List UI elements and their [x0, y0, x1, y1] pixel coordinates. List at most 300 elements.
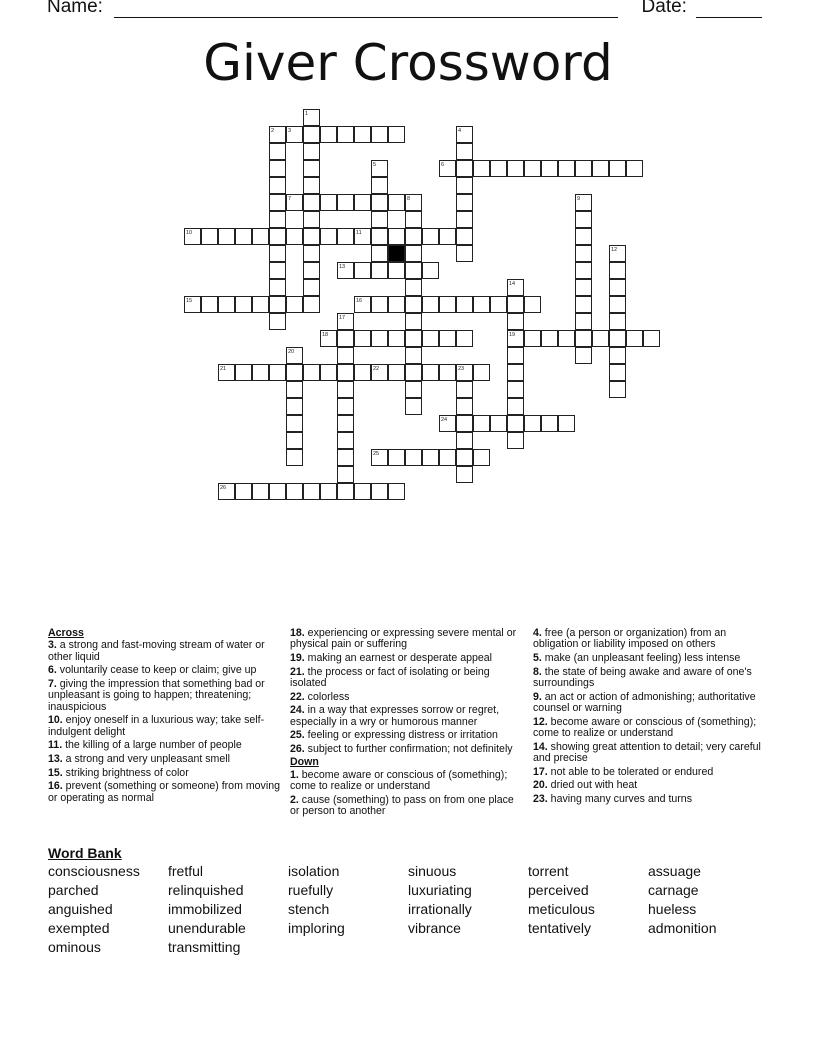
grid-cell[interactable] — [286, 415, 303, 432]
grid-cell[interactable] — [269, 483, 286, 500]
grid-cell[interactable] — [252, 364, 269, 381]
grid-cell[interactable] — [524, 330, 541, 347]
clue-text: cause (something) to pass on from one place or person to another — [290, 793, 514, 818]
grid-cell[interactable] — [439, 330, 456, 347]
clue-label: 9. — [533, 690, 545, 703]
clue-text: not able to be tolerated or endured — [550, 765, 714, 778]
grid-cell[interactable] — [337, 364, 354, 381]
grid-cell[interactable] — [320, 228, 337, 245]
grid-cell[interactable] — [541, 330, 558, 347]
grid-cell[interactable] — [575, 228, 592, 245]
grid-cell[interactable] — [388, 262, 405, 279]
across-clue — [290, 705, 522, 728]
grid-cell[interactable] — [303, 296, 320, 313]
grid-cell[interactable] — [252, 296, 269, 313]
grid-cell[interactable] — [507, 330, 524, 347]
grid-cell[interactable] — [320, 330, 337, 347]
grid-cell[interactable] — [337, 194, 354, 211]
grid-cell[interactable] — [592, 160, 609, 177]
grid-cell[interactable] — [303, 262, 320, 279]
grid-cell[interactable] — [575, 296, 592, 313]
grid-cell[interactable] — [405, 364, 422, 381]
grid-cell[interactable] — [456, 432, 473, 449]
grid-cell[interactable] — [303, 211, 320, 228]
grid-cell[interactable] — [320, 483, 337, 500]
grid-cell[interactable] — [371, 364, 388, 381]
clue-text: dried out with heat — [550, 779, 638, 792]
grid-cell[interactable] — [439, 296, 456, 313]
grid-cell[interactable] — [337, 381, 354, 398]
grid-cell[interactable] — [558, 330, 575, 347]
clue-label: 5. — [533, 652, 545, 664]
grid-cell[interactable] — [524, 160, 541, 177]
down-clue — [533, 742, 765, 765]
grid-cell[interactable] — [405, 211, 422, 228]
grid-cell[interactable] — [507, 313, 524, 330]
grid-cell[interactable] — [269, 296, 286, 313]
grid-cell[interactable] — [337, 449, 354, 466]
grid-cell[interactable] — [286, 126, 303, 143]
grid-cell[interactable] — [558, 160, 575, 177]
grid-cell[interactable] — [337, 126, 354, 143]
grid-cell[interactable] — [303, 177, 320, 194]
grid-cell[interactable] — [609, 160, 626, 177]
clue-number: 2 — [271, 128, 275, 134]
grid-cell[interactable] — [422, 449, 439, 466]
clue-label: 12. — [533, 715, 551, 728]
grid-cell[interactable] — [422, 296, 439, 313]
grid-cell[interactable] — [405, 279, 422, 296]
grid-cell[interactable] — [269, 364, 286, 381]
grid-cell[interactable] — [371, 262, 388, 279]
clue-text: feeling or expressing distress or irritation — [307, 729, 498, 742]
grid-cell[interactable] — [405, 381, 422, 398]
grid-cell[interactable] — [490, 160, 507, 177]
clue-text: in a way that expresses sorrow or regret, especially in a wry or humorous manner — [290, 704, 500, 728]
clue-label: 7. — [48, 678, 60, 690]
grid-cell[interactable] — [218, 364, 235, 381]
word-bank-item: exempted — [48, 920, 110, 936]
grid-cell[interactable] — [405, 296, 422, 313]
grid-cell[interactable] — [354, 194, 371, 211]
grid-cell[interactable] — [269, 313, 286, 330]
grid-cell[interactable] — [286, 228, 303, 245]
down-clue — [533, 628, 765, 651]
grid-cell[interactable] — [507, 347, 524, 364]
grid-cell[interactable] — [388, 296, 405, 313]
grid-cell[interactable] — [371, 330, 388, 347]
across-heading: Across — [48, 627, 84, 639]
grid-cell[interactable] — [337, 347, 354, 364]
grid-cell[interactable] — [575, 194, 592, 211]
grid-cell[interactable] — [405, 330, 422, 347]
word-bank-item: assuage — [648, 863, 701, 879]
across-clue — [48, 754, 280, 765]
clue-number: 19 — [509, 332, 516, 338]
across-clue — [290, 628, 522, 651]
grid-cell[interactable] — [337, 228, 354, 245]
grid-cell[interactable] — [354, 296, 371, 313]
down-clue — [533, 653, 765, 664]
grid-cell[interactable] — [405, 398, 422, 415]
down-clue — [290, 795, 522, 818]
clue-number: 26 — [220, 485, 227, 491]
word-bank-item: anguished — [48, 901, 113, 917]
grid-cell[interactable] — [235, 483, 252, 500]
clue-number: 1 — [305, 111, 309, 117]
grid-cell[interactable] — [354, 126, 371, 143]
grid-cell[interactable] — [541, 415, 558, 432]
clue-text: become aware or conscious of (something); come to realize or understand — [533, 715, 757, 739]
clue-label: 3. — [48, 639, 60, 652]
grid-cell[interactable] — [388, 449, 405, 466]
grid-cell[interactable] — [609, 330, 626, 347]
grid-cell[interactable] — [524, 415, 541, 432]
grid-cell[interactable] — [286, 296, 303, 313]
grid-cell[interactable] — [184, 228, 201, 245]
clue-text: free (a person or organization) from an obligation or liability imposed on others — [533, 627, 727, 651]
grid-cell[interactable] — [286, 398, 303, 415]
across-clue — [48, 715, 280, 738]
grid-cell[interactable] — [456, 177, 473, 194]
down-clue — [533, 692, 765, 715]
grid-cell[interactable] — [388, 364, 405, 381]
grid-cell[interactable] — [473, 160, 490, 177]
grid-cell[interactable] — [235, 228, 252, 245]
clue-number: 10 — [186, 230, 193, 236]
grid-cell[interactable] — [218, 296, 235, 313]
word-bank-item: vibrance — [408, 920, 461, 936]
grid-cell[interactable] — [269, 177, 286, 194]
grid-cell[interactable] — [337, 415, 354, 432]
grid-cell[interactable] — [371, 483, 388, 500]
grid-cell[interactable] — [218, 483, 235, 500]
down-clue — [290, 770, 522, 793]
grid-cell[interactable] — [490, 415, 507, 432]
grid-cell[interactable] — [269, 245, 286, 262]
across-clue — [290, 667, 522, 690]
grid-cell[interactable] — [286, 364, 303, 381]
clue-text: prevent (something or someone) from moving or operating as normal — [48, 780, 280, 804]
clue-number: 16 — [356, 298, 363, 304]
word-bank-item: irrationally — [408, 901, 472, 917]
grid-cell[interactable] — [456, 415, 473, 432]
grid-cell[interactable] — [235, 296, 252, 313]
word-bank-item: admonition — [648, 920, 717, 936]
grid-cell[interactable] — [286, 347, 303, 364]
grid-cell[interactable] — [507, 432, 524, 449]
grid-cell[interactable] — [456, 194, 473, 211]
grid-cell[interactable] — [388, 194, 405, 211]
grid-cell[interactable] — [371, 211, 388, 228]
grid-cell[interactable] — [269, 143, 286, 160]
clue-number: 14 — [509, 281, 516, 287]
grid-cell[interactable] — [337, 466, 354, 483]
grid-cell[interactable] — [507, 279, 524, 296]
grid-cell[interactable] — [507, 381, 524, 398]
word-bank-item: stench — [288, 901, 330, 917]
grid-cell[interactable] — [303, 143, 320, 160]
grid-cell[interactable] — [303, 160, 320, 177]
grid-cell[interactable] — [609, 296, 626, 313]
grid-cell[interactable] — [456, 296, 473, 313]
grid-cell[interactable] — [184, 296, 201, 313]
grid-cell[interactable] — [371, 449, 388, 466]
clue-number: 7 — [288, 196, 292, 202]
name-label: Name: — [47, 0, 103, 17]
grid-cell[interactable] — [269, 126, 286, 143]
clue-number: 21 — [220, 366, 227, 372]
grid-cell[interactable] — [354, 483, 371, 500]
clue-number: 23 — [458, 366, 465, 372]
clue-text: a strong and fast-moving stream of water or other liquid — [48, 639, 265, 663]
grid-cell[interactable] — [269, 279, 286, 296]
clue-label: 25. — [290, 729, 308, 742]
grid-cell[interactable] — [269, 211, 286, 228]
grid-cell[interactable] — [354, 330, 371, 347]
clue-label: 24. — [290, 704, 308, 717]
grid-cell[interactable] — [269, 262, 286, 279]
clues-column-3 — [533, 628, 765, 807]
clue-number: 12 — [611, 247, 618, 253]
grid-cell[interactable] — [422, 262, 439, 279]
grid-cell[interactable] — [405, 228, 422, 245]
grid-cell[interactable] — [388, 330, 405, 347]
grid-cell[interactable] — [575, 262, 592, 279]
clue-number: 24 — [441, 417, 448, 423]
word-bank-item: ominous — [48, 939, 101, 955]
grid-cell[interactable] — [405, 262, 422, 279]
grid-cell[interactable] — [439, 449, 456, 466]
grid-cell[interactable] — [337, 313, 354, 330]
word-bank-item: luxuriating — [408, 882, 472, 898]
grid-cell[interactable] — [456, 126, 473, 143]
grid-cell[interactable] — [609, 245, 626, 262]
grid-cell[interactable] — [354, 262, 371, 279]
across-clue-list-continued — [290, 628, 522, 755]
grid-cell[interactable] — [252, 483, 269, 500]
grid-cell[interactable] — [473, 296, 490, 313]
grid-cell[interactable] — [371, 194, 388, 211]
grid-cell[interactable] — [609, 364, 626, 381]
grid-cell[interactable] — [286, 449, 303, 466]
clue-text: showing great attention to detail; very careful and precise — [533, 740, 761, 764]
grid-cell[interactable] — [405, 194, 422, 211]
grid-cell[interactable] — [252, 228, 269, 245]
grid-cell[interactable] — [303, 126, 320, 143]
clue-label: 6. — [48, 664, 60, 677]
grid-cell[interactable] — [422, 228, 439, 245]
across-clue — [48, 679, 280, 713]
grid-cell[interactable] — [575, 279, 592, 296]
down-heading: Down — [290, 756, 319, 769]
clues-column-1 — [48, 628, 280, 806]
grid-cell[interactable] — [609, 347, 626, 364]
grid-cell[interactable] — [456, 330, 473, 347]
grid-cell[interactable] — [320, 126, 337, 143]
grid-cell[interactable] — [609, 262, 626, 279]
across-clue — [290, 744, 522, 755]
grid-cell[interactable] — [507, 364, 524, 381]
clue-label: 11. — [48, 739, 66, 752]
grid-cell[interactable] — [473, 415, 490, 432]
grid-cell[interactable] — [371, 245, 388, 262]
grid-cell[interactable] — [320, 364, 337, 381]
grid-cell[interactable] — [456, 466, 473, 483]
word-bank-item: hueless — [648, 901, 697, 917]
word-bank-item: torrent — [528, 863, 569, 879]
grid-cell[interactable] — [405, 313, 422, 330]
grid-cell[interactable] — [354, 364, 371, 381]
grid-cell[interactable] — [320, 194, 337, 211]
grid-cell[interactable] — [609, 381, 626, 398]
grid-cell[interactable] — [303, 194, 320, 211]
grid-cell[interactable] — [405, 347, 422, 364]
down-clue — [533, 667, 765, 690]
across-clue — [48, 781, 280, 804]
grid-cell[interactable] — [507, 415, 524, 432]
grid-cell[interactable] — [405, 245, 422, 262]
grid-cell[interactable] — [337, 483, 354, 500]
clue-number: 8 — [407, 196, 411, 202]
grid-cell[interactable] — [575, 160, 592, 177]
grid-cell[interactable] — [609, 313, 626, 330]
grid-cell[interactable] — [303, 483, 320, 500]
grid-cell[interactable] — [524, 296, 541, 313]
clue-label: 15. — [48, 766, 66, 779]
grid-cell[interactable] — [575, 245, 592, 262]
grid-cell[interactable] — [456, 211, 473, 228]
grid-cell[interactable] — [456, 364, 473, 381]
grid-cell[interactable] — [439, 160, 456, 177]
clue-label: 1. — [290, 768, 302, 781]
grid-cell[interactable] — [541, 160, 558, 177]
grid-cell[interactable] — [507, 296, 524, 313]
clue-number: 18 — [322, 332, 329, 338]
grid-cell[interactable] — [201, 296, 218, 313]
grid-cell[interactable] — [609, 279, 626, 296]
grid-cell[interactable] — [388, 228, 405, 245]
word-bank-title: Word Bank — [48, 845, 122, 861]
across-clue — [48, 640, 280, 663]
down-clue-list — [290, 770, 522, 818]
grid-cell[interactable] — [473, 364, 490, 381]
down-clue — [533, 794, 765, 805]
grid-cell[interactable] — [388, 126, 405, 143]
clue-number: 5 — [373, 162, 377, 168]
grid-cell[interactable] — [286, 194, 303, 211]
grid-cell[interactable] — [456, 245, 473, 262]
clue-label: 18. — [290, 627, 308, 639]
grid-cell[interactable] — [371, 228, 388, 245]
grid-cell[interactable] — [575, 211, 592, 228]
down-clue — [533, 767, 765, 778]
word-bank-item: immobilized — [168, 901, 242, 917]
grid-cell[interactable] — [337, 330, 354, 347]
grid-cell[interactable] — [507, 160, 524, 177]
grid-cell[interactable] — [626, 330, 643, 347]
grid-cell[interactable] — [337, 398, 354, 415]
grid-cell[interactable] — [303, 279, 320, 296]
grid-cell[interactable] — [575, 347, 592, 364]
grid-cell[interactable] — [303, 364, 320, 381]
grid-cell[interactable] — [337, 432, 354, 449]
grid-cell[interactable] — [575, 313, 592, 330]
grid-cell[interactable] — [643, 330, 660, 347]
down-clue-list-continued — [533, 628, 765, 805]
grid-cell[interactable] — [269, 228, 286, 245]
grid-cell[interactable] — [303, 245, 320, 262]
grid-cell[interactable] — [558, 415, 575, 432]
grid-cell[interactable] — [456, 228, 473, 245]
grid-cell[interactable] — [218, 228, 235, 245]
clue-text: subject to further confirmation; not definitely — [307, 742, 513, 755]
grid-cell[interactable] — [592, 330, 609, 347]
grid-cell[interactable] — [388, 483, 405, 500]
clue-text: having many curves and turns — [550, 792, 692, 805]
grid-cell[interactable] — [439, 415, 456, 432]
grid-cell[interactable] — [507, 398, 524, 415]
grid-cell[interactable] — [456, 449, 473, 466]
grid-cell[interactable] — [456, 143, 473, 160]
grid-cell[interactable] — [371, 160, 388, 177]
grid-cell[interactable] — [439, 228, 456, 245]
grid-cell[interactable] — [473, 449, 490, 466]
clue-number: 4 — [458, 128, 462, 134]
grid-cell[interactable] — [286, 483, 303, 500]
grid-cell[interactable] — [371, 126, 388, 143]
word-bank-item: isolation — [288, 863, 340, 879]
grid-cell[interactable] — [337, 262, 354, 279]
grid-cell[interactable] — [456, 160, 473, 177]
clue-text: the process or fact of isolating or being isolated — [290, 665, 490, 689]
grid-cell[interactable] — [201, 228, 218, 245]
grid-cell[interactable] — [626, 160, 643, 177]
clue-label: 26. — [290, 742, 308, 755]
grid-cell[interactable] — [286, 381, 303, 398]
black-cell — [388, 245, 405, 262]
grid-cell[interactable] — [456, 398, 473, 415]
clue-label: 13. — [48, 753, 66, 765]
grid-cell[interactable] — [490, 296, 507, 313]
grid-cell[interactable] — [422, 330, 439, 347]
word-bank-item: carnage — [648, 882, 699, 898]
clue-label: 21. — [290, 665, 308, 678]
across-clue-list — [48, 640, 280, 804]
grid-cell[interactable] — [575, 330, 592, 347]
word-bank-item: parched — [48, 882, 99, 898]
grid-cell[interactable] — [371, 177, 388, 194]
grid-cell[interactable] — [235, 364, 252, 381]
word-bank-item: imploring — [288, 920, 345, 936]
grid-cell[interactable] — [422, 364, 439, 381]
clues-column-2 — [290, 628, 522, 820]
grid-cell[interactable] — [371, 296, 388, 313]
grid-cell[interactable] — [303, 109, 320, 126]
word-bank-item: ruefully — [288, 882, 334, 898]
grid-cell[interactable] — [303, 228, 320, 245]
grid-cell[interactable] — [439, 364, 456, 381]
grid-cell[interactable] — [269, 194, 286, 211]
word-bank-item: meticulous — [528, 901, 595, 917]
grid-cell[interactable] — [456, 381, 473, 398]
grid-cell[interactable] — [269, 160, 286, 177]
grid-cell[interactable] — [286, 432, 303, 449]
clue-number: 6 — [441, 162, 445, 168]
grid-cell[interactable] — [405, 449, 422, 466]
grid-cell[interactable] — [354, 228, 371, 245]
clue-text: making an earnest or desperate appeal — [307, 652, 493, 664]
